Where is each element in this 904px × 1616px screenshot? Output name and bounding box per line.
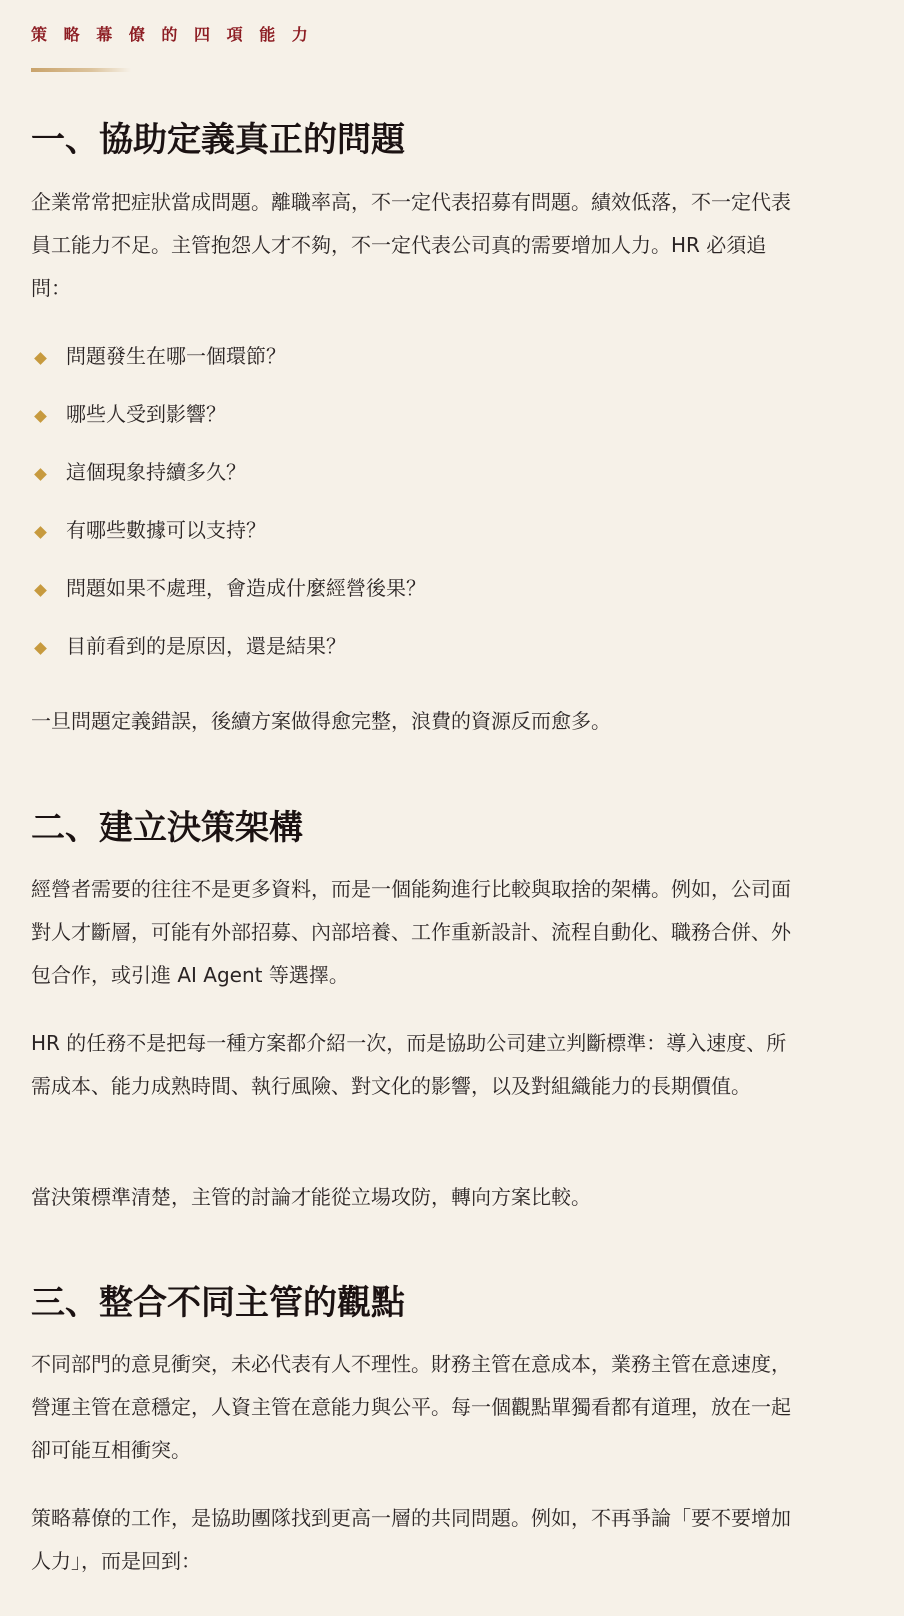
diamond-bullet-icon <box>34 468 47 481</box>
list-item: 有哪些數據可以支持？ <box>31 510 426 568</box>
diamond-bullet-icon <box>34 410 47 423</box>
list-item: 問題發生在哪一個環節？ <box>31 336 426 394</box>
list-item: 目前看到的是原因，還是結果？ <box>31 626 426 684</box>
section-2-paragraph-3: 當決策標準清楚，主管的討論才能從立場攻防，轉向方案比較。 <box>31 1185 591 1209</box>
list-item: 這個現象持續多久？ <box>31 452 426 510</box>
list-item: 問題如果不處理，會造成什麼經營後果？ <box>31 568 426 626</box>
section-2-paragraph-1: 經營者需要的往往不是更多資料，而是一個能夠進行比較與取捨的架構。例如，公司面對人才斷層，可能有外部招募、內部培養、工作重新設計、流程自動化、職務合併、外包合作，或引進 AI Agent 等選擇。 <box>31 877 791 987</box>
section-3-paragraph-1: 不同部門的意見衝突，未必代表有人不理性。財務主管在意成本，業務主管在意速度，營運主管在意穩定，人資主管在意能力與公平。每一個觀點單獨看都有道理，放在一起卻可能互相衝突。 <box>31 1352 791 1462</box>
section-2-heading: 二、建立決策架構 <box>31 808 303 848</box>
section-1-outro: 一旦問題定義錯誤，後續方案做得愈完整，浪費的資源反而愈多。 <box>31 709 611 733</box>
section-1-intro: 企業常常把症狀當成問題。離職率高，不一定代表招募有問題。績效低落，不一定代表員工能力不足。主管抱怨人才不夠，不一定代表公司真的需要增加人力。HR 必須追問： <box>31 190 791 300</box>
section-3-heading: 三、整合不同主管的觀點 <box>31 1283 405 1323</box>
diamond-bullet-icon <box>34 584 47 597</box>
diamond-bullet-icon <box>34 352 47 365</box>
diamond-bullet-icon <box>34 526 47 539</box>
kicker-divider <box>31 68 131 72</box>
section-kicker: 策略幕僚的四項能力 <box>31 25 325 44</box>
question-list <box>31 336 426 684</box>
list-item: 哪些人受到影響？ <box>31 394 426 452</box>
section-1-heading: 一、協助定義真正的問題 <box>31 120 405 160</box>
section-2-paragraph-2: HR 的任務不是把每一種方案都介紹一次，而是協助公司建立判斷標準：導入速度、所需成本、能力成熟時間、執行風險、對文化的影響，以及對組織能力的長期價值。 <box>31 1031 787 1098</box>
diamond-bullet-icon <box>34 642 47 655</box>
section-3-paragraph-2: 策略幕僚的工作，是協助團隊找到更高一層的共同問題。例如，不再爭論「要不要增加人力」，而是回到： <box>31 1506 791 1573</box>
